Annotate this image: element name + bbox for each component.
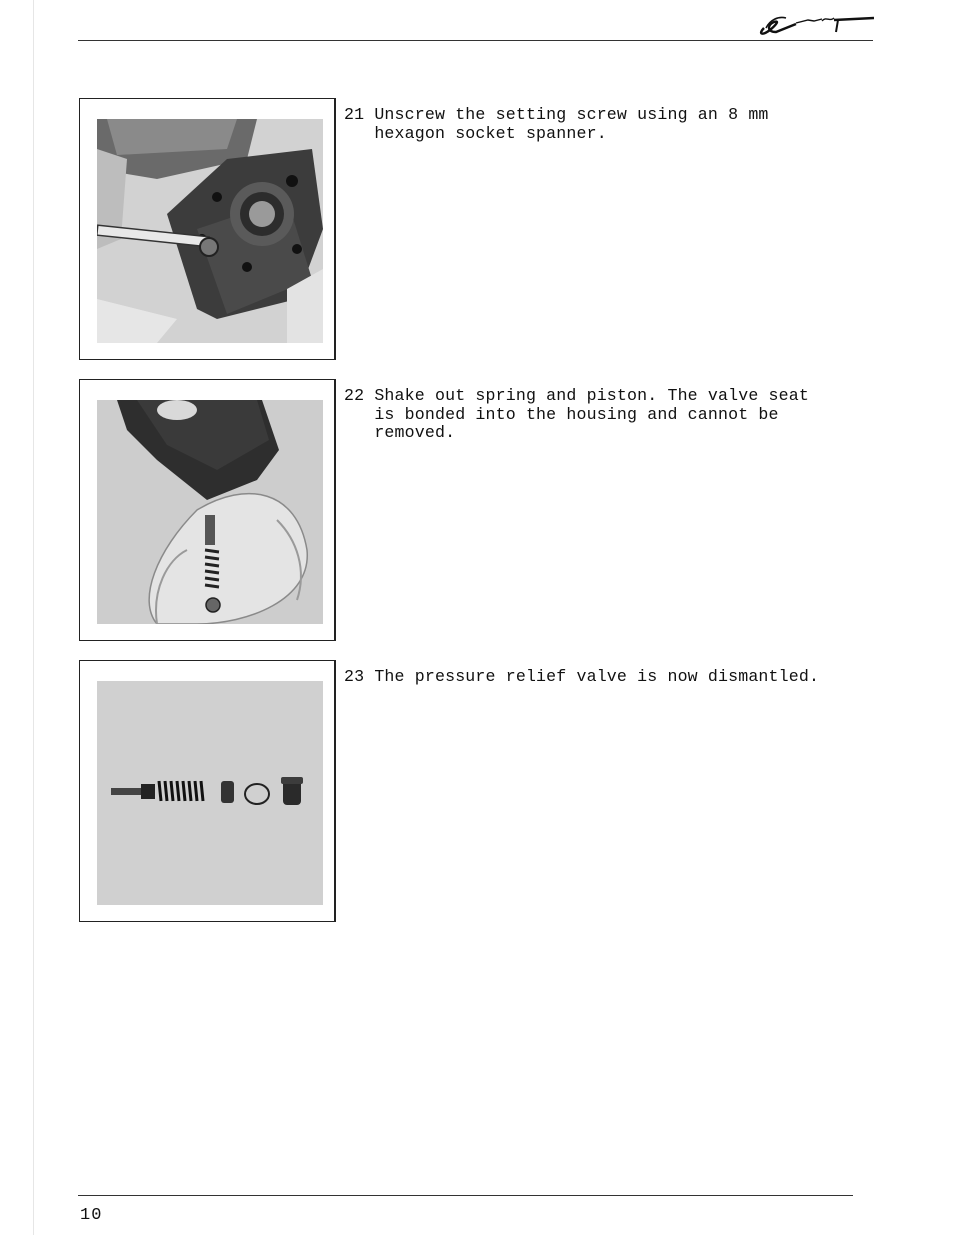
step-text: Shake out spring and piston. The valve seat is bonded into the housing and cannot be removed. xyxy=(374,386,809,443)
page-margin-line xyxy=(33,0,34,1235)
dismantled-valve-parts-photo xyxy=(97,681,323,905)
photo-frame xyxy=(79,98,336,360)
signature-logo-icon xyxy=(756,6,874,38)
step-text: The pressure relief valve is now dismantled. xyxy=(374,667,820,686)
step-22 xyxy=(79,379,879,643)
step-instruction xyxy=(344,106,879,143)
header-rule xyxy=(78,40,873,41)
spring-and-piston-in-hand-photo xyxy=(97,400,323,624)
step-text: Unscrew the setting screw using an 8 mm hexagon socket spanner. xyxy=(374,105,769,143)
step-instruction xyxy=(344,387,879,443)
footer-rule xyxy=(78,1195,853,1196)
step-21 xyxy=(79,98,879,362)
step-number: 21 xyxy=(344,105,365,124)
step-23 xyxy=(79,660,879,924)
photo-frame xyxy=(79,660,336,922)
step-number: 23 xyxy=(344,667,365,686)
photo-frame xyxy=(79,379,336,641)
page-number: 10 xyxy=(80,1206,103,1225)
step-number: 22 xyxy=(344,386,365,405)
hexagon-spanner-on-housing-photo xyxy=(97,119,323,343)
step-instruction xyxy=(344,668,879,687)
